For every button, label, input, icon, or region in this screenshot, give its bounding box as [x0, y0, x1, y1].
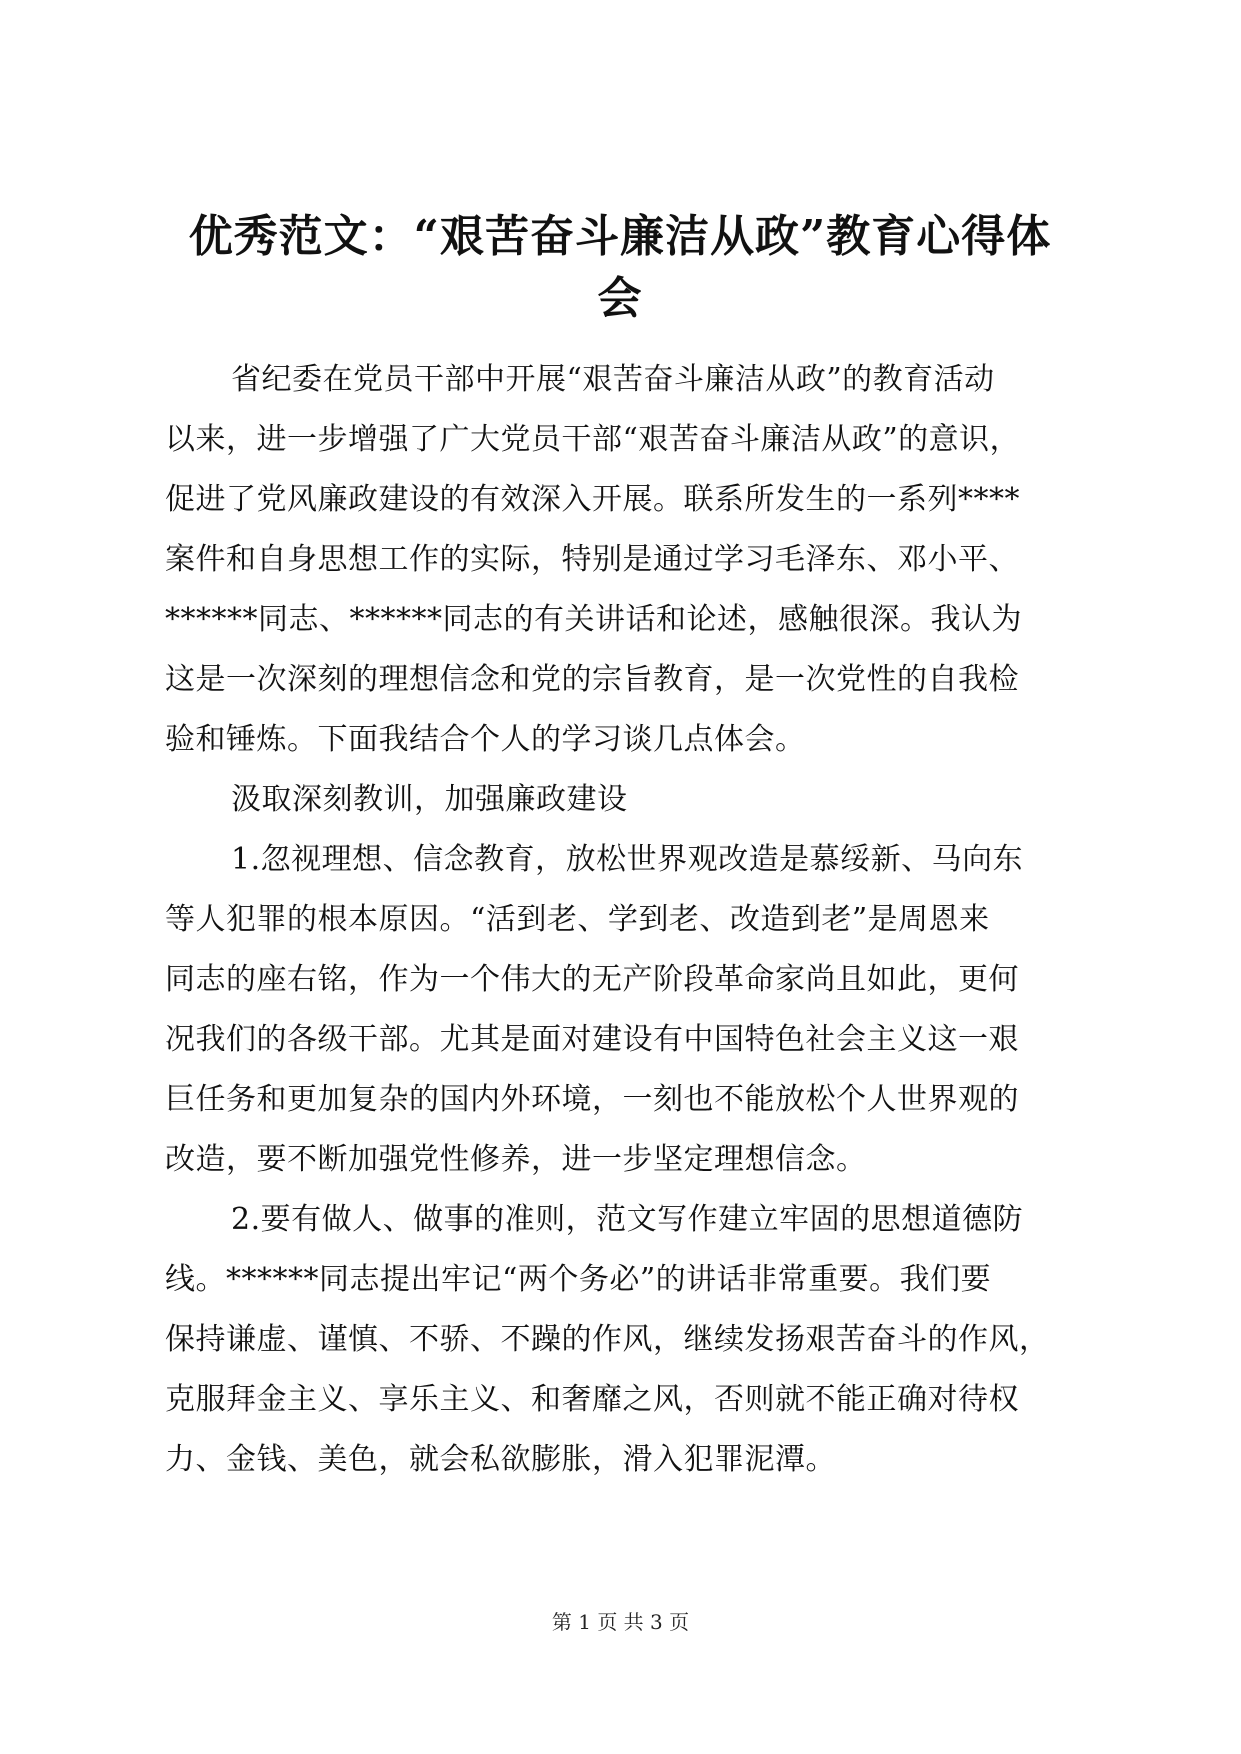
- paragraph-1-line-6: 这是一次深刻的理想信念和党的宗旨教育，是一次党性的自我检: [165, 662, 1019, 697]
- paragraph-2-line-5: 巨任务和更加复杂的国内外环境，一刻也不能放松个人世界观的: [165, 1082, 1019, 1117]
- paragraph-2-line-6: 改造，要不断加强党性修养，进一步坚定理想信念。: [165, 1142, 867, 1177]
- paragraph-1-line-3: 促进了党风廉政建设的有效深入开展。联系所发生的一系列****: [165, 482, 1020, 517]
- title-line-1: 优秀范文：“艰苦奋斗廉洁从政”教育心得体: [188, 211, 1052, 262]
- paragraph-2-line-2: 等人犯罪的根本原因。“活到老、学到老、改造到老”是周恩来: [165, 902, 990, 937]
- paragraph-1-line-1: 省纪委在党员干部中开展“艰苦奋斗廉洁从政”的教育活动: [231, 362, 995, 397]
- paragraph-3-line-1: 2.要有做人、做事的准则，范文写作建立牢固的思想道德防: [231, 1202, 1024, 1237]
- paragraph-3-line-5: 力、金钱、美色，就会私欲膨胀，滑入犯罪泥潭。: [165, 1442, 836, 1477]
- document-title: [155, 206, 1085, 330]
- paragraph-1-line-7: 验和锤炼。下面我结合个人的学习谈几点体会。: [165, 722, 806, 757]
- document-body: [165, 350, 1085, 1490]
- paragraph-1-line-5: ******同志、******同志的有关讲话和论述，感触很深。我认为: [165, 602, 1022, 637]
- page-footer: 第 1 页 共 3 页: [551, 1610, 690, 1634]
- paragraph-3-line-2: 线。******同志提出牢记“两个务必”的讲话非常重要。我们要: [165, 1262, 992, 1297]
- paragraph-2-line-4: 况我们的各级干部。尤其是面对建设有中国特色社会主义这一艰: [165, 1022, 1019, 1057]
- paragraph-2-line-1: 1.忽视理想、信念教育，放松世界观改造是慕绥新、马向东: [231, 842, 1024, 877]
- paragraph-2-line-3: 同志的座右铭，作为一个伟大的无产阶段革命家尚且如此，更何: [165, 962, 1019, 997]
- section-heading: 汲取深刻教训，加强廉政建设: [231, 782, 628, 817]
- paragraph-1-line-2: 以来，进一步增强了广大党员干部“艰苦奋斗廉洁从政”的意识，: [165, 422, 1021, 457]
- paragraph-3-line-3: 保持谦虚、谨慎、不骄、不躁的作风，继续发扬艰苦奋斗的作风，: [165, 1322, 1050, 1357]
- title-line-2: 会: [597, 273, 643, 324]
- paragraph-1-line-4: 案件和自身思想工作的实际，特别是通过学习毛泽东、邓小平、: [165, 542, 1019, 577]
- paragraph-3-line-4: 克服拜金主义、享乐主义、和奢靡之风，否则就不能正确对待权: [165, 1382, 1019, 1417]
